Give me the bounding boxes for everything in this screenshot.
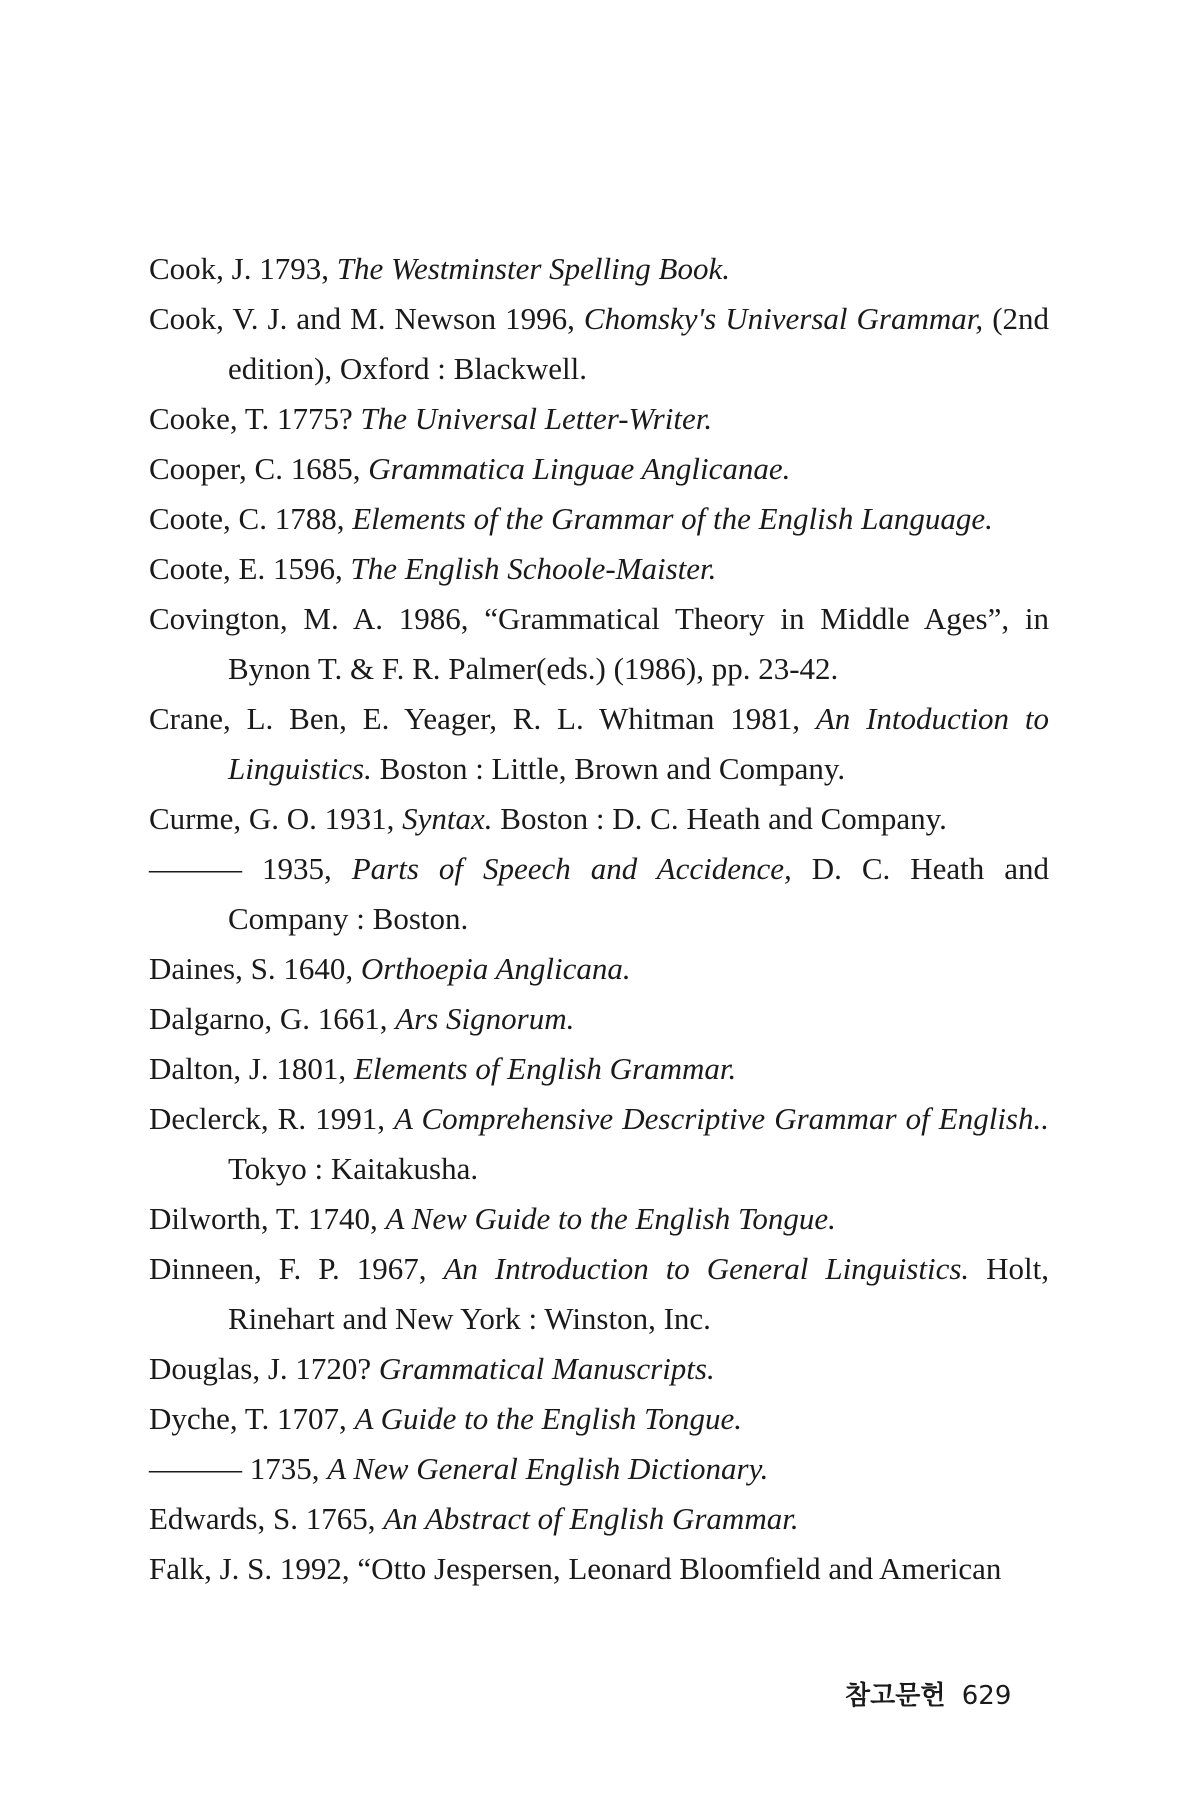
reference-author: Dilworth, T. 1740,	[149, 1201, 378, 1236]
reference-title: Chomsky's Universal Grammar,	[583, 301, 984, 336]
reference-title: An Intoduction to Linguistics.	[228, 701, 1049, 786]
reference-author: Declerck, R. 1991,	[149, 1101, 385, 1136]
reference-title: Orthoepia Anglicana.	[360, 951, 631, 986]
reference-publisher: Boston : D. C. Heath and Company.	[500, 801, 947, 836]
reference-entry	[149, 794, 1049, 844]
reference-entry	[149, 844, 1049, 944]
reference-entry	[149, 244, 1049, 294]
reference-author: Cook, J. 1793,	[149, 251, 329, 286]
reference-title: A New General English Dictionary.	[327, 1451, 769, 1486]
reference-title: Ars Signorum.	[395, 1001, 575, 1036]
reference-entry	[149, 1344, 1049, 1394]
reference-author: Dalgarno, G. 1661,	[149, 1001, 388, 1036]
reference-title: An Abstract of English Grammar.	[383, 1501, 799, 1536]
reference-author: Cooper, C. 1685,	[149, 451, 361, 486]
reference-entry	[149, 1544, 1049, 1594]
reference-title: A New Guide to the English Tongue.	[385, 1201, 836, 1236]
footer-section-label: 참고문헌	[845, 1681, 946, 1711]
reference-entry	[149, 1094, 1049, 1194]
reference-title: Elements of the Grammar of the English Language.	[352, 501, 993, 536]
reference-author: Edwards, S. 1765,	[149, 1501, 376, 1536]
reference-entry	[149, 1044, 1049, 1094]
reference-title: Grammatical Manuscripts.	[378, 1351, 715, 1386]
reference-entry	[149, 544, 1049, 594]
reference-entry	[149, 494, 1049, 544]
reference-publisher: Boston : Little, Brown and Company.	[379, 751, 846, 786]
reference-entry	[149, 294, 1049, 394]
reference-author: Douglas, J. 1720?	[149, 1351, 372, 1386]
reference-text: Falk, J. S. 1992, “Otto Jespersen, Leonard Bloomfield and American	[149, 1551, 1002, 1586]
reference-entry	[149, 944, 1049, 994]
reference-title: Syntax.	[402, 801, 493, 836]
reference-author: ——— 1935,	[149, 851, 332, 886]
reference-author: Cooke, T. 1775?	[149, 401, 353, 436]
reference-title: A Comprehensive Descriptive Grammar of English..	[394, 1101, 1049, 1136]
reference-author: Curme, G. O. 1931,	[149, 801, 395, 836]
reference-entry	[149, 444, 1049, 494]
reference-title: An Introduction to General Linguistics.	[443, 1251, 970, 1286]
reference-author: Dinneen, F. P. 1967,	[149, 1251, 427, 1286]
reference-publisher: (2nd edition), Oxford : Blackwell.	[228, 301, 1050, 386]
reference-title: The English Schoole-Maister.	[350, 551, 717, 586]
reference-author: Daines, S. 1640,	[149, 951, 354, 986]
reference-entry	[149, 1244, 1049, 1344]
reference-author: Crane, L. Ben, E. Yeager, R. L. Whitman 1981,	[149, 701, 800, 736]
reference-author: Dyche, T. 1707,	[149, 1401, 347, 1436]
reference-title: A Guide to the English Tongue.	[354, 1401, 742, 1436]
reference-author: Dalton, J. 1801,	[149, 1051, 347, 1086]
page-footer	[845, 1675, 1011, 1712]
reference-author: Coote, C. 1788,	[149, 501, 345, 536]
reference-author: Coote, E. 1596,	[149, 551, 343, 586]
reference-publisher: Holt, Rinehart and New York : Winston, Inc.	[228, 1251, 1050, 1336]
reference-title: Parts of Speech and Accidence,	[351, 851, 792, 886]
reference-title: The Westminster Spelling Book.	[336, 251, 730, 286]
reference-entry	[149, 994, 1049, 1044]
reference-entry	[149, 1444, 1049, 1494]
reference-list	[149, 244, 1049, 1594]
reference-text: Covington, M. A. 1986, “Grammatical Theory in Middle Ages”, in Bynon T. & F. R. Palmer(eds.) (1986), pp. 23-42.	[149, 601, 1049, 686]
reference-entry	[149, 594, 1049, 694]
reference-author: Cook, V. J. and M. Newson 1996,	[149, 301, 575, 336]
reference-publisher: D. C. Heath and Company : Boston.	[228, 851, 1050, 936]
reference-entry	[149, 1494, 1049, 1544]
reference-title: Grammatica Linguae Anglicanae.	[368, 451, 791, 486]
reference-author: ——— 1735,	[149, 1451, 320, 1486]
reference-entry	[149, 1394, 1049, 1444]
reference-entry	[149, 394, 1049, 444]
reference-title: Elements of English Grammar.	[353, 1051, 737, 1086]
reference-entry	[149, 694, 1049, 794]
page-number: 629	[961, 1681, 1012, 1711]
reference-publisher: Tokyo : Kaitakusha.	[228, 1151, 479, 1186]
reference-title: The Universal Letter-Writer.	[360, 401, 713, 436]
reference-entry	[149, 1194, 1049, 1244]
